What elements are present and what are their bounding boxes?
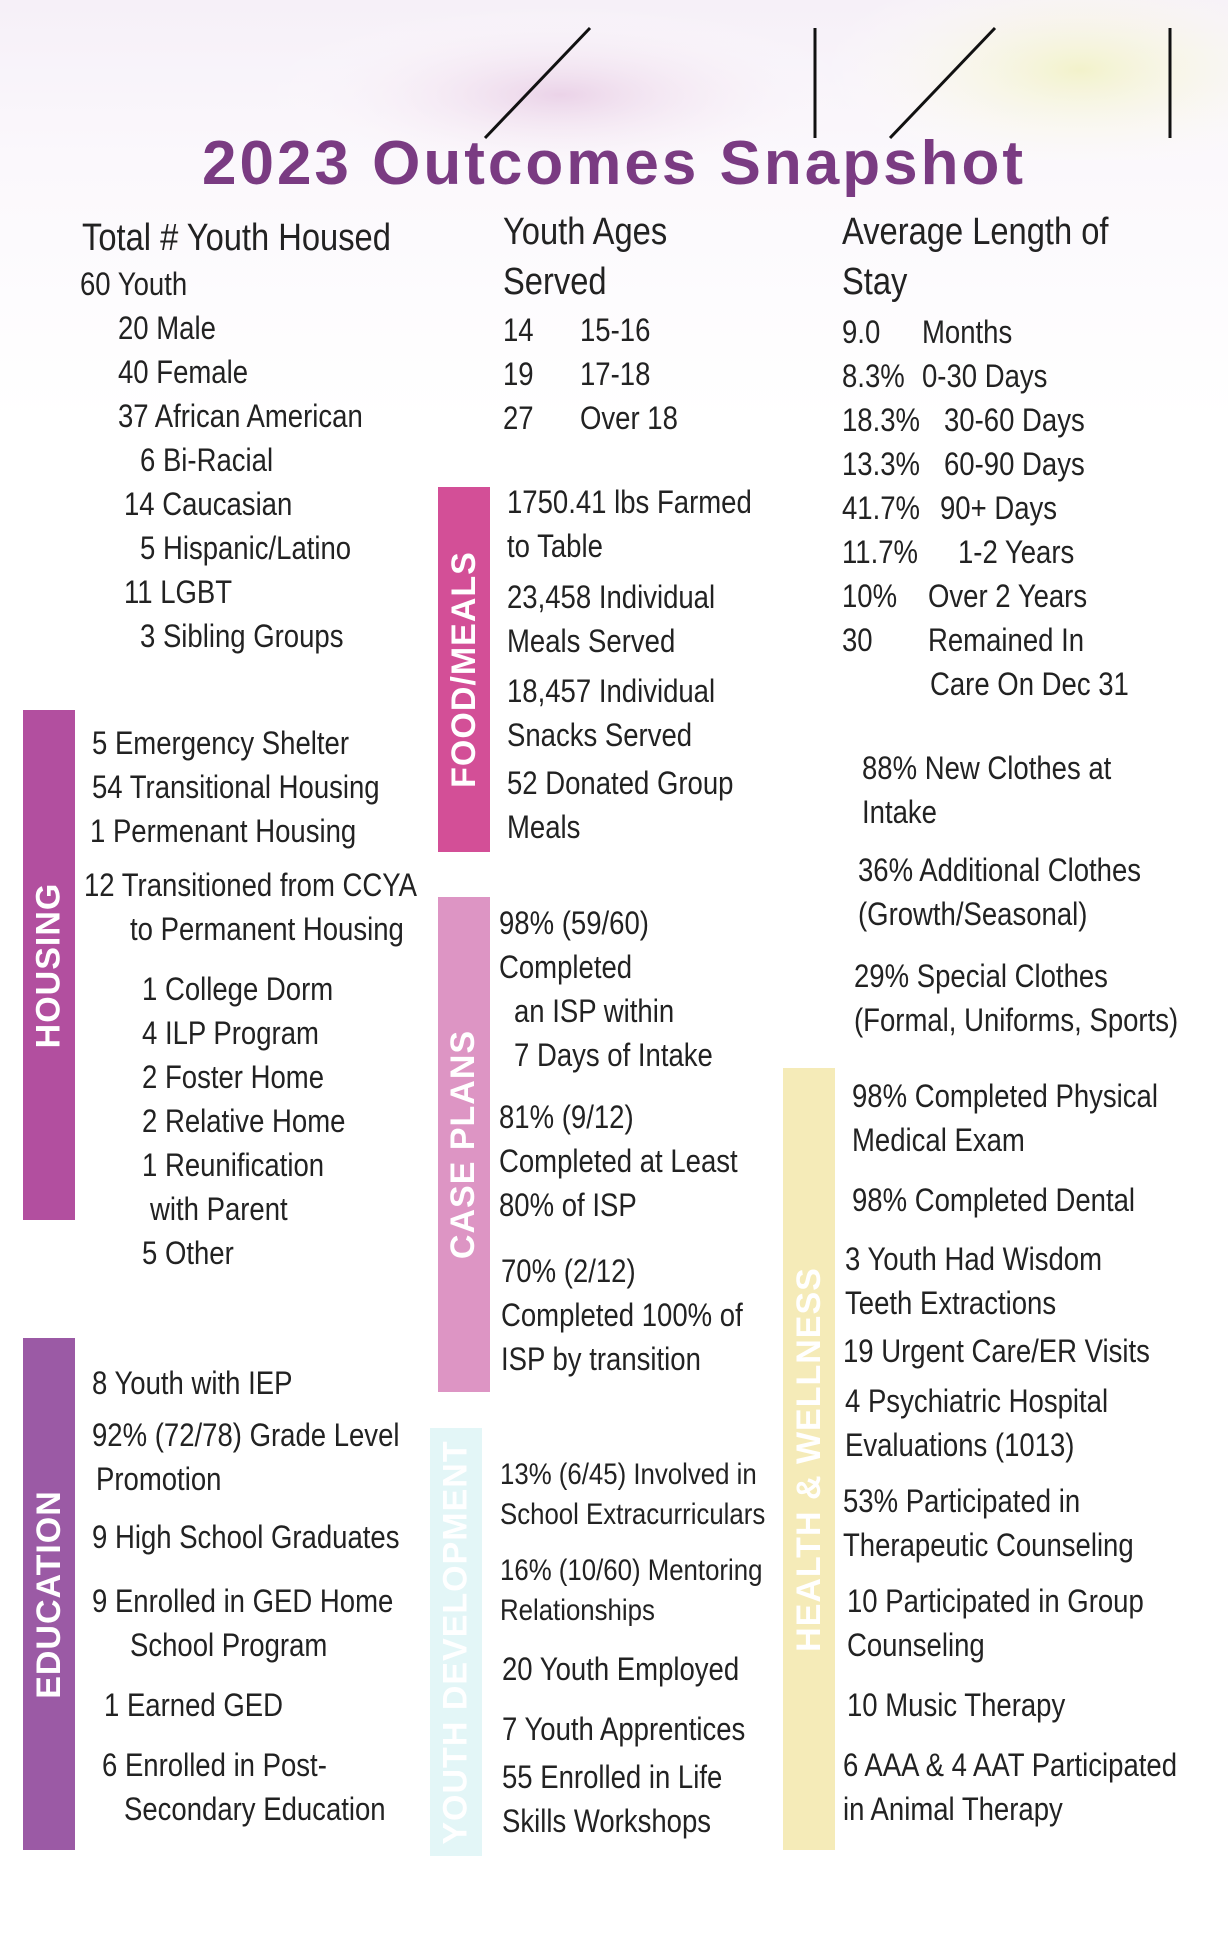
housing-row: to Permanent Housing (130, 911, 404, 947)
housing-band (23, 710, 75, 1220)
case-plans-row: Completed (499, 949, 633, 985)
housing-row: 1 Permenant Housing (90, 813, 357, 849)
health-wellness-row: 4 Psychiatric Hospital (845, 1383, 1109, 1419)
youth-ages-range: 15-16 (580, 312, 651, 348)
length-of-stay-label: 0-30 Days (922, 358, 1048, 394)
case-plans-row: Completed at Least (499, 1143, 738, 1179)
page-title: 2023 Outcomes Snapshot (201, 129, 1027, 198)
youth-housed-row: 20 Male (118, 310, 216, 346)
education-row: 9 Enrolled in GED Home (92, 1583, 394, 1619)
youth-development-row: School Extracurriculars (500, 1498, 766, 1531)
health-wellness-row: 10 Participated in Group (847, 1583, 1144, 1619)
education-row: 8 Youth with IEP (92, 1365, 293, 1401)
education-band (23, 1338, 75, 1850)
length-of-stay-value: 41.7% (842, 490, 921, 526)
food-meals-row: to Table (507, 528, 603, 564)
length-of-stay-value: 11.7% (842, 534, 918, 570)
housing-band-label: HOUSING (29, 882, 68, 1048)
education-row: School Program (130, 1627, 328, 1663)
housing-row: 12 Transitioned from CCYA (84, 867, 417, 903)
food-meals-row: Meals Served (507, 623, 676, 659)
food-meals-band (438, 487, 490, 852)
length-of-stay-label: 60-90 Days (944, 446, 1085, 482)
length-of-stay-tail: Care On Dec 31 (930, 666, 1129, 702)
case-plans-row: 81% (9/12) (499, 1099, 634, 1135)
housing-row: 1 College Dorm (142, 971, 334, 1007)
housing-row: with Parent (150, 1191, 288, 1227)
housing-row: 2 Foster Home (142, 1059, 324, 1095)
youth-development-band-label: YOUTH DEVELOPMENT (436, 1439, 475, 1845)
youth-housed-row: 37 African American (118, 398, 363, 434)
health-wellness-row: 19 Urgent Care/ER Visits (843, 1333, 1150, 1369)
clothing-row: Intake (862, 794, 937, 830)
case-plans-row: 70% (2/12) (501, 1253, 636, 1289)
food-meals-band-label: FOOD/MEALS (444, 551, 483, 788)
length-of-stay-label: 90+ Days (940, 490, 1058, 526)
case-plans-row: 80% of ISP (499, 1187, 637, 1223)
length-of-stay-value: 9.0 (842, 314, 881, 350)
youth-ages-count: 27 (503, 400, 534, 436)
youth-housed-row: 11 LGBT (124, 574, 233, 610)
youth-ages-range: Over 18 (580, 400, 678, 436)
youth-development-row: 20 Youth Employed (502, 1651, 740, 1687)
health-wellness-row: 98% Completed Dental (852, 1182, 1136, 1218)
education-row: 92% (72/78) Grade Level (92, 1417, 400, 1453)
food-meals-row: 23,458 Individual (507, 579, 716, 615)
youth-development-row: 7 Youth Apprentices (502, 1711, 746, 1747)
case-plans-row: an ISP within (514, 993, 675, 1029)
length-of-stay-label: Months (922, 314, 1013, 350)
health-wellness-row: Evaluations (1013) (845, 1427, 1075, 1463)
case-plans-row: 7 Days of Intake (514, 1037, 713, 1073)
health-wellness-row: Counseling (847, 1627, 985, 1663)
housing-row: 5 Emergency Shelter (92, 725, 349, 761)
youth-development-row: 13% (6/45) Involved in (500, 1458, 757, 1491)
health-wellness-row: Medical Exam (852, 1122, 1025, 1158)
food-meals-row: 18,457 Individual (507, 673, 716, 709)
youth-housed-total: 60 Youth (80, 266, 188, 302)
health-wellness-row: 10 Music Therapy (847, 1687, 1066, 1723)
youth-development-row: Skills Workshops (502, 1803, 712, 1839)
food-meals-row: 52 Donated Group (507, 765, 734, 801)
health-wellness-band-label: HEALTH & WELLNESS (789, 1266, 828, 1652)
housing-row: 4 ILP Program (142, 1015, 319, 1051)
case-plans-band (438, 897, 490, 1392)
length-of-stay-label: 30-60 Days (944, 402, 1085, 438)
food-meals-row: Meals (507, 809, 581, 845)
education-row: 6 Enrolled in Post- (102, 1747, 327, 1783)
youth-development-band (430, 1428, 482, 1856)
length-of-stay-value: 10% (842, 578, 898, 614)
length-of-stay-label: Over 2 Years (928, 578, 1088, 614)
education-row: Secondary Education (124, 1791, 386, 1827)
length-of-stay-value: 18.3% (842, 402, 921, 438)
length-of-stay-heading: Stay (842, 261, 908, 303)
clothing-row: (Growth/Seasonal) (858, 896, 1088, 932)
health-wellness-row: Therapeutic Counseling (843, 1527, 1134, 1563)
health-wellness-band (783, 1068, 835, 1850)
education-row: Promotion (96, 1461, 222, 1497)
youth-housed-row: 5 Hispanic/Latino (140, 530, 352, 566)
case-plans-row: Completed 100% of (501, 1297, 743, 1333)
housing-row: 2 Relative Home (142, 1103, 346, 1139)
education-row: 9 High School Graduates (92, 1519, 400, 1555)
food-meals-row: 1750.41 lbs Farmed (507, 484, 752, 520)
youth-ages-heading: Served (503, 261, 607, 303)
length-of-stay-heading: Average Length of (842, 211, 1109, 253)
clothing-row: 36% Additional Clothes (858, 852, 1142, 888)
length-of-stay-value: 13.3% (842, 446, 921, 482)
clothing-row: 88% New Clothes at (862, 750, 1112, 786)
youth-ages-count: 19 (503, 356, 534, 392)
youth-ages-count: 14 (503, 312, 534, 348)
food-meals-row: Snacks Served (507, 717, 693, 753)
case-plans-band-label: CASE PLANS (444, 1029, 483, 1260)
length-of-stay-label: Remained In (928, 622, 1085, 658)
education-row: 1 Earned GED (104, 1687, 283, 1723)
health-wellness-row: Teeth Extractions (845, 1285, 1057, 1321)
education-band-label: EDUCATION (29, 1489, 68, 1699)
youth-housed-row: 14 Caucasian (124, 486, 293, 522)
housing-row: 5 Other (142, 1235, 234, 1271)
case-plans-row: 98% (59/60) (499, 905, 649, 941)
youth-development-row: 16% (10/60) Mentoring (500, 1554, 763, 1587)
health-wellness-row: 3 Youth Had Wisdom (845, 1241, 1103, 1277)
length-of-stay-value: 30 (842, 622, 873, 658)
youth-development-row: Relationships (500, 1594, 655, 1627)
youth-ages-range: 17-18 (580, 356, 651, 392)
case-plans-row: ISP by transition (501, 1341, 701, 1377)
length-of-stay-label: 1-2 Years (958, 534, 1075, 570)
clothing-row: (Formal, Uniforms, Sports) (854, 1002, 1179, 1038)
health-wellness-row: 53% Participated in (843, 1483, 1081, 1519)
housing-row: 54 Transitional Housing (92, 769, 380, 805)
health-wellness-row: in Animal Therapy (843, 1791, 1063, 1827)
youth-housed-row: 6 Bi-Racial (140, 442, 274, 478)
health-wellness-row: 98% Completed Physical (852, 1078, 1158, 1114)
youth-development-row: 55 Enrolled in Life (502, 1759, 723, 1795)
length-of-stay-value: 8.3% (842, 358, 905, 394)
youth-housed-row: 40 Female (118, 354, 249, 390)
health-wellness-row: 6 AAA & 4 AAT Participated (843, 1747, 1178, 1783)
clothing-row: 29% Special Clothes (854, 958, 1108, 994)
youth-housed-heading: Total # Youth Housed (82, 217, 391, 259)
youth-ages-heading: Youth Ages (503, 211, 668, 253)
housing-row: 1 Reunification (142, 1147, 325, 1183)
youth-housed-row: 3 Sibling Groups (140, 618, 344, 654)
